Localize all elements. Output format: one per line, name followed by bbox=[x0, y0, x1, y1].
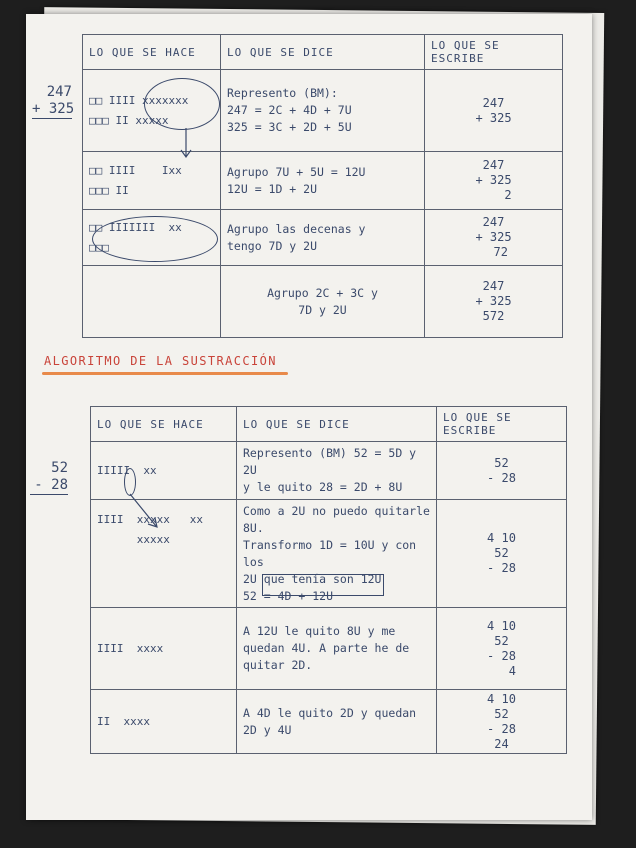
addition-header-row bbox=[83, 35, 563, 70]
table-row bbox=[91, 608, 567, 690]
header-escribe: LO QUE SE ESCRIBE bbox=[425, 35, 563, 70]
escribe-cell: 247 + 325 572 bbox=[425, 266, 563, 338]
escribe-cell: 4 10 52 - 28 bbox=[437, 500, 567, 608]
header-hace: LO QUE SE HACE bbox=[91, 407, 237, 442]
table-row bbox=[91, 690, 567, 754]
dice-cell: A 12U le quito 8U y me quedan 4U. A parte he de quitar 2D. bbox=[237, 608, 437, 690]
addition-table bbox=[82, 34, 563, 338]
header-dice: LO QUE SE DICE bbox=[237, 407, 437, 442]
subtraction-side-problem: 52 - 28 bbox=[34, 460, 68, 493]
hace-cell: □□ IIII xxxxxxx □□□ II xxxxx bbox=[83, 70, 221, 152]
paper-sheet bbox=[26, 14, 592, 820]
table-row bbox=[83, 266, 563, 338]
hace-cell: II xxxx bbox=[91, 690, 237, 754]
hace-cell: IIII xxxx bbox=[91, 608, 237, 690]
subtraction-header-row bbox=[91, 407, 567, 442]
addition-side-problem: 247 + 325 bbox=[32, 84, 75, 117]
group-loop bbox=[92, 216, 218, 262]
escribe-cell: 52 - 28 bbox=[437, 442, 567, 500]
dice-cell: Represento (BM): 247 = 2C + 4D + 7U 325 = 3C + 2D + 5U bbox=[221, 70, 425, 152]
dice-cell: Agrupo las decenas y tengo 7D y 2U bbox=[221, 210, 425, 266]
hace-cell: IIII xxxxx xx xxxxx bbox=[91, 500, 237, 608]
escribe-cell: 247 + 325 bbox=[425, 70, 563, 152]
arrow-icon bbox=[176, 126, 196, 162]
hace-cell: IIIII xx bbox=[91, 442, 237, 500]
dice-cell: A 4D le quito 2D y quedan 2D y 4U bbox=[237, 690, 437, 754]
dice-cell: Como a 2U no puedo quitarle 8U. Transformo 1D = 10U y con los 2U que tenía son 12U 52 = 4D + 12U bbox=[237, 500, 437, 608]
escribe-cell: 247 + 325 2 bbox=[425, 152, 563, 210]
escribe-cell: 247 + 325 72 bbox=[425, 210, 563, 266]
escribe-cell: 4 10 52 - 28 24 bbox=[437, 690, 567, 754]
hace-cell: □□ IIIIIII xx □□□ bbox=[83, 210, 221, 266]
dice-cell: Agrupo 2C + 3C y 7D y 2U bbox=[221, 266, 425, 338]
table-row bbox=[91, 442, 567, 500]
dice-cell: Represento (BM) 52 = 5D y 2U y le quito 28 = 2D + 8U bbox=[237, 442, 437, 500]
dice-cell: Agrupo 7U + 5U = 12U 12U = 1D + 2U bbox=[221, 152, 425, 210]
group-loop bbox=[144, 78, 220, 130]
hace-cell: □□ IIII Ixx □□□ II bbox=[83, 152, 221, 210]
arrow-icon bbox=[126, 492, 166, 532]
header-dice: LO QUE SE DICE bbox=[221, 35, 425, 70]
header-hace: LO QUE SE HACE bbox=[83, 35, 221, 70]
subtraction-heading: ALGORITMO DE LA SUSTRACCIÓN bbox=[44, 354, 277, 368]
highlight-box bbox=[262, 574, 384, 596]
heading-underline bbox=[42, 372, 288, 375]
subtraction-side-line bbox=[30, 494, 68, 495]
header-escribe: LO QUE SE ESCRIBE bbox=[437, 407, 567, 442]
escribe-cell: 4 10 52 - 28 4 bbox=[437, 608, 567, 690]
hace-cell bbox=[83, 266, 221, 338]
addition-side-line bbox=[32, 118, 72, 119]
table-row bbox=[83, 152, 563, 210]
